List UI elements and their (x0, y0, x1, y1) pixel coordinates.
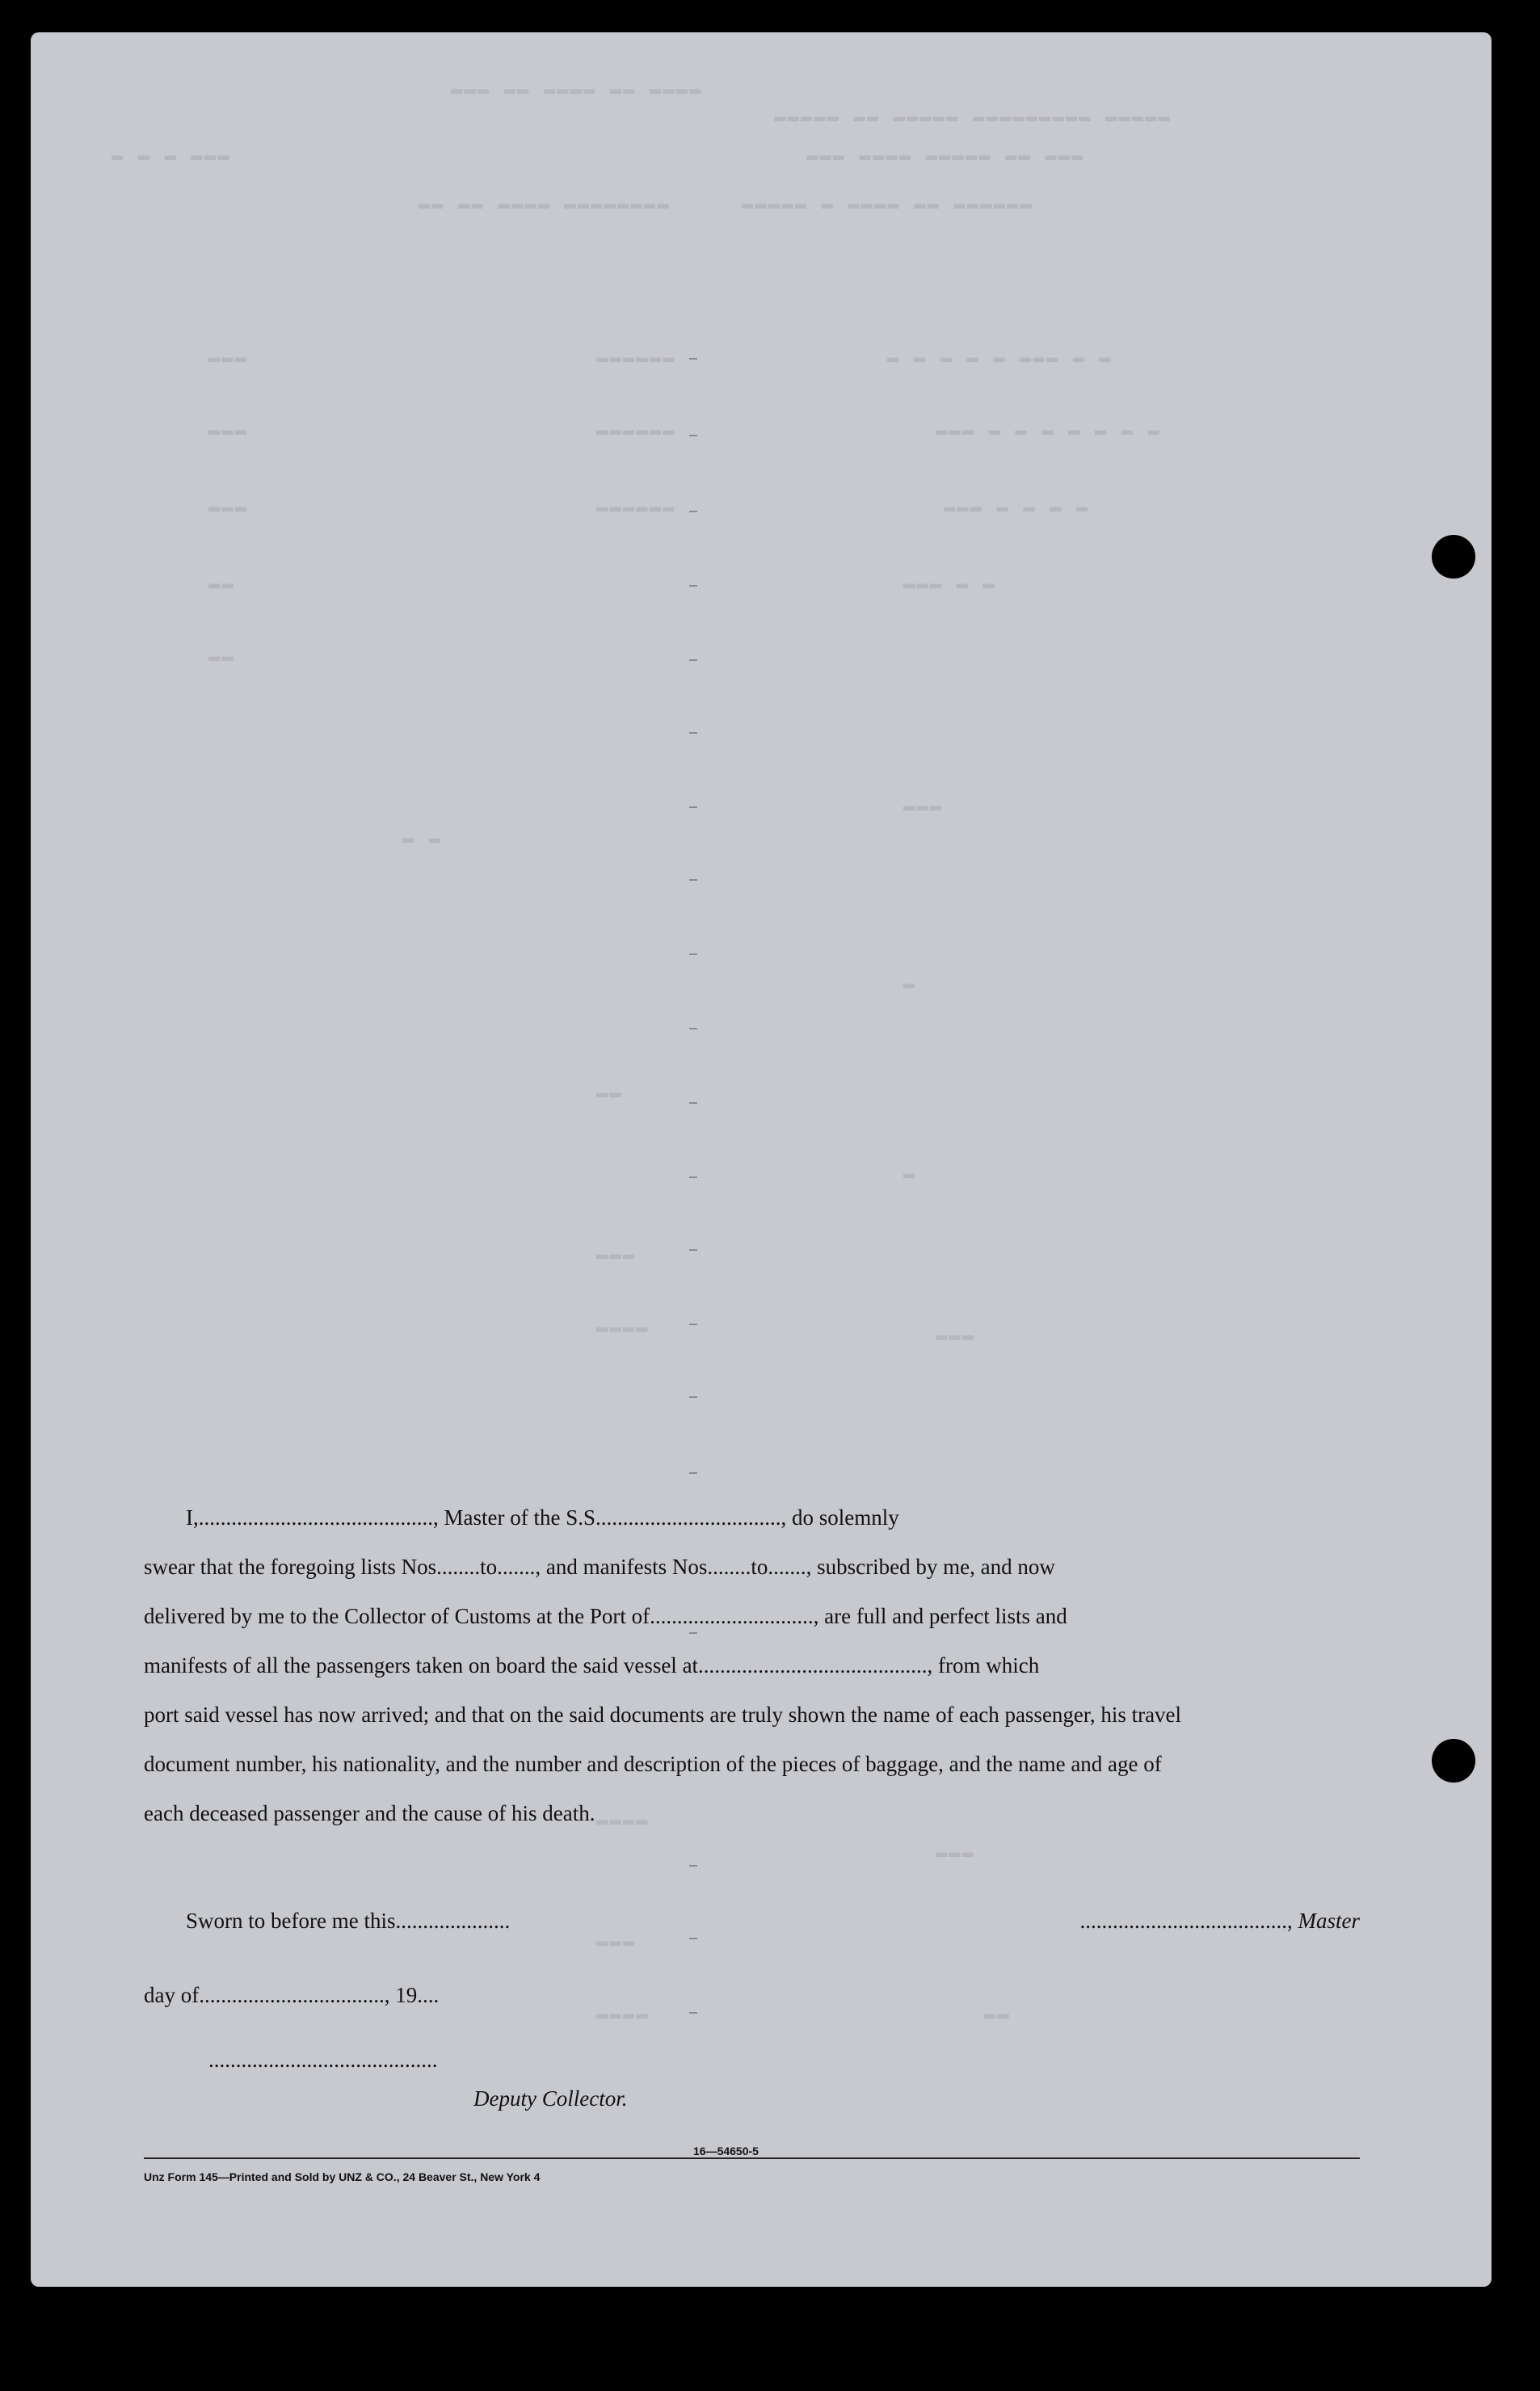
master-oath-paragraph (144, 1493, 1360, 1838)
oath-line-5: port said vessel has now arrived; and that on the said documents are truly shown the name of each passenger, his travel (144, 1703, 1182, 1727)
oath-line-4: manifests of all the passengers taken on board the said vessel at.........................................., from which (144, 1653, 1040, 1677)
oath-line-2: swear that the foregoing lists Nos........to......., and manifests Nos........to......., subscribed by me, and now (144, 1555, 1055, 1579)
printer-imprint: Unz Form 145—Printed and Sold by UNZ & CO., 24 Beaver St., New York 4 (144, 2170, 541, 2183)
form-number: 16—54650-5 (693, 2145, 759, 2157)
manifest-page: ▬▬▬ ▬▬ ▬▬▬▬ ▬▬ ▬▬▬▬ ▬▬▬▬▬ ▬▬ ▬▬▬▬▬ ▬▬▬▬▬▬▬▬▬ ▬▬▬▬▬ ▬ ▬ ▬ ▬▬▬ ▬▬▬ ▬▬▬▬ ▬▬▬▬▬ ▬▬ ▬▬▬ ▬▬ ▬▬ ▬▬▬▬ ▬▬▬▬▬▬▬▬ ▬▬▬▬▬ ▬ ▬▬▬▬ ▬▬ ▬▬▬▬▬▬ ▬▬▬ ▬▬▬▬▬▬ ▬ ▬ ▬ ▬ ▬ ▬▬▬ ▬ ▬ ▬▬▬ ▬▬▬▬▬▬ ▬▬▬ ▬ ▬ ▬ ▬ ▬ ▬ ▬ ▬▬▬ ▬▬▬▬▬▬ ▬▬▬ ▬ ▬ ▬ ▬ ▬▬ ▬▬▬ ▬ ▬ ▬▬ ▬▬▬ ▬ ▬ ▬ ▬▬ ▬ ▬▬▬ ▬▬▬▬ ▬▬▬ ▬▬▬▬ ▬▬▬ ▬▬▬ ▬▬▬▬ ▬▬ I,..........................................., Master of the S.S.................................., do solemnly swear that the foregoing lists Nos........to......., and manifests Nos........to......., subscribed by me, and now delivered by me to the Collector of Customs at the Port of.............................., are full and perfect lists and manifests of all the passengers taken on board the said vessel at.........................................., from which port said vessel has now arrived; and that on the said documents are truly shown the name of each passenger, his travel document number, his nationality, and the number and description of the pieces of baggage, and the name and age of each deceased passenger and the cause of his death. Sworn to before me this..................... ......................................, Master day of.................................., 19.... .......................................... Deputy Collector. 16—54650-5 Unz Form 145—Printed and Sold by UNZ & CO., 24 Beaver St., New York 4 (31, 32, 1492, 2287)
oath-line-7: each deceased passenger and the cause of his death. (144, 1801, 595, 1825)
footer-divider (144, 2157, 1360, 2159)
punch-hole-bottom (1432, 1739, 1475, 1783)
oath-line-1: I,..........................................., Master of the S.S.................................., do solemnly (186, 1505, 899, 1530)
oath-line-3: delivered by me to the Collector of Customs at the Port of.............................., are full and perfect lists and (144, 1604, 1067, 1628)
punch-hole-top (1432, 535, 1475, 579)
day-of-line: day of.................................., 19.... (144, 1983, 440, 2007)
sworn-before-line: Sworn to before me this..................... (186, 1909, 511, 1933)
oath-line-6: document number, his nationality, and the number and description of the pieces of baggage, and the name and age of (144, 1752, 1162, 1776)
master-signature-line (1080, 1909, 1361, 1934)
master-signature-dots: ......................................, (1079, 1909, 1293, 1933)
deputy-collector-label: Deputy Collector. (473, 2086, 628, 2111)
deputy-collector-signature-dots: .......................................... (208, 2048, 438, 2072)
master-label: Master (1298, 1909, 1360, 1933)
